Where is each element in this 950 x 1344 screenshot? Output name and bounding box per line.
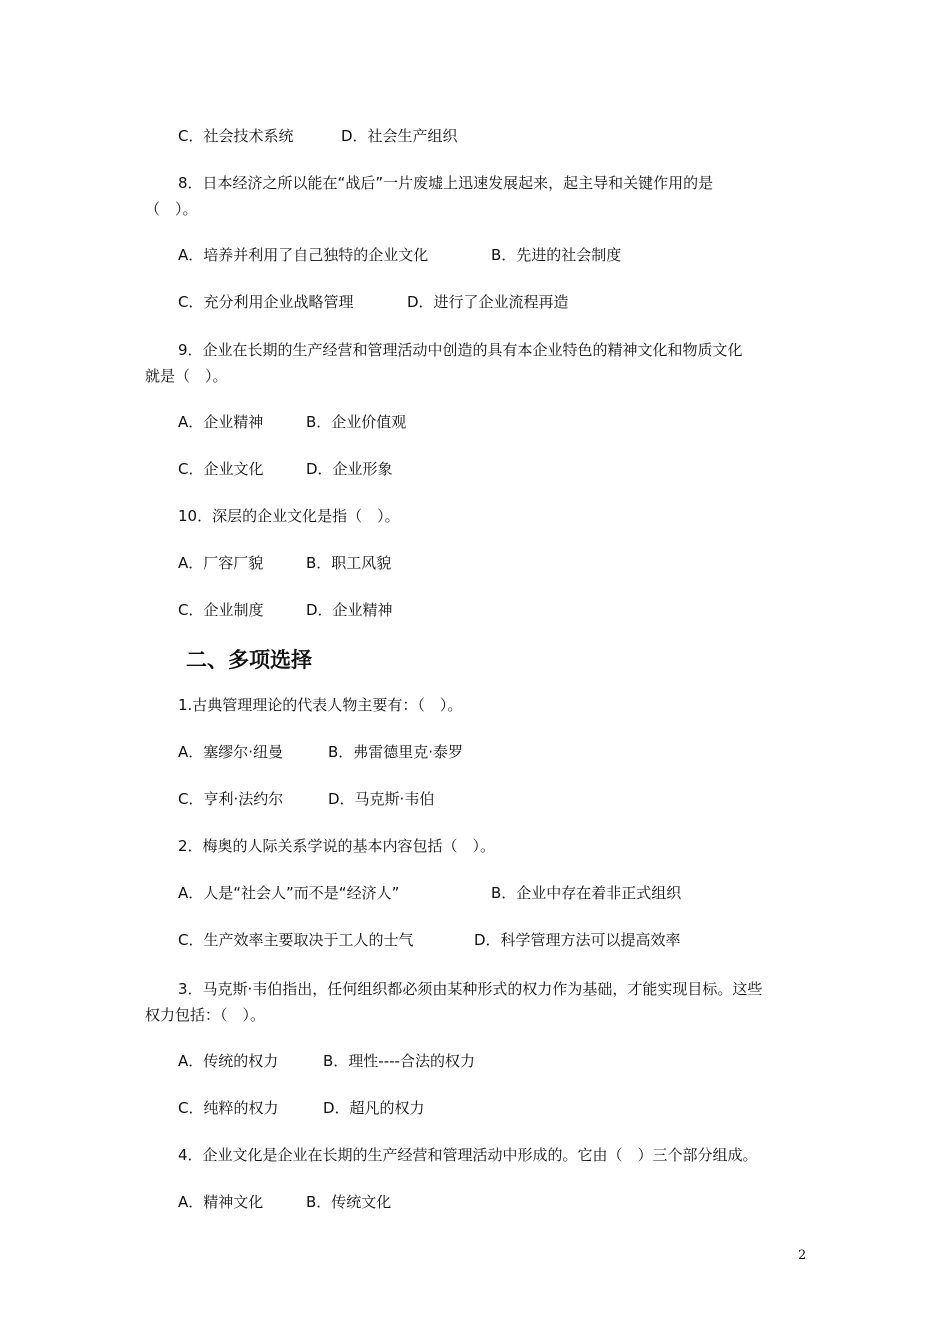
mc-q2-options-cd — [178, 930, 878, 950]
mc-q1-option-d: D．马克斯·韦伯 — [328, 790, 435, 808]
q9-options-ab — [178, 412, 878, 432]
q8-text-line1: 8．日本经济之所以能在“战后”一片废墟上迅速发展起来，起主导和关键作用的是 — [178, 174, 714, 192]
mc-q3-options-ab — [178, 1051, 878, 1071]
q8-options-ab — [178, 245, 878, 265]
mc-q1-option-a: A．塞缪尔·纽曼 — [178, 743, 284, 761]
q9-text-line1: 9．企业在长期的生产经营和管理活动中创造的具有本企业特色的精神文化和物质文化 — [178, 341, 743, 359]
mc-q3-text-line1: 3．马克斯·韦伯指出，任何组织都必须由某种形式的权力作为基础，才能实现目标。这些 — [178, 980, 763, 998]
q10-options-cd — [178, 600, 878, 620]
mc-q1-options-cd — [178, 789, 878, 809]
mc-q1-question: 1.古典管理理论的代表人物主要有：（ ）。 — [178, 696, 463, 714]
q8-option-b: B．先进的社会制度 — [491, 246, 622, 264]
mc-q4-options-ab — [178, 1192, 878, 1212]
q8-options-cd — [178, 292, 878, 312]
q8-option-c: C．充分利用企业战略管理 — [178, 293, 354, 311]
section-heading-multiple-choice: 二、多项选择 — [186, 648, 312, 672]
q10-option-d: D．企业精神 — [306, 601, 393, 619]
q7-option-c: C．社会技术系统 — [178, 127, 294, 145]
mc-q2-question: 2．梅奥的人际关系学说的基本内容包括（ ）。 — [178, 837, 496, 855]
mc-q2-option-c: C．生产效率主要取决于工人的士气 — [178, 931, 414, 949]
mc-q3-options-cd — [178, 1098, 878, 1118]
mc-q3-option-c: C．纯粹的权力 — [178, 1099, 279, 1117]
q8-question — [145, 170, 810, 222]
mc-q3-option-b: B．理性----合法的权力 — [323, 1052, 475, 1070]
q9-option-c: C．企业文化 — [178, 460, 264, 478]
mc-q4-option-a: A．精神文化 — [178, 1193, 264, 1211]
mc-q2-options-ab — [178, 883, 878, 903]
q7-options-cd — [178, 126, 878, 146]
mc-q4-question: 4．企业文化是企业在长期的生产经营和管理活动中形成的。它由（ ）三个部分组成。 — [178, 1146, 758, 1164]
q10-question: 10．深层的企业文化是指（ ）。 — [178, 507, 400, 525]
mc-q4-option-b: B．传统文化 — [306, 1193, 392, 1211]
q10-option-c: C．企业制度 — [178, 601, 264, 619]
mc-q3-text-line2: 权力包括：（ ）。 — [145, 1006, 266, 1024]
mc-q2-option-d: D．科学管理方法可以提高效率 — [474, 931, 681, 949]
q8-text-line2: （ ）。 — [145, 200, 198, 218]
mc-q3-question — [145, 976, 810, 1028]
mc-q2-option-b: B．企业中存在着非正式组织 — [491, 884, 682, 902]
mc-q2-option-a: A．人是“社会人”而不是“经济人” — [178, 884, 400, 902]
mc-q1-options-ab — [178, 742, 878, 762]
q9-option-a: A．企业精神 — [178, 413, 264, 431]
mc-q1-option-b: B．弗雷德里克·泰罗 — [328, 743, 464, 761]
q9-option-d: D．企业形象 — [306, 460, 393, 478]
q9-text-line2: 就是（ ）。 — [145, 367, 228, 385]
q10-option-b: B．职工风貌 — [306, 554, 392, 572]
mc-q1-option-c: C．亨利·法约尔 — [178, 790, 284, 808]
q9-question — [145, 337, 810, 389]
mc-q3-option-d: D．超凡的权力 — [323, 1099, 425, 1117]
q10-option-a: A．厂容厂貌 — [178, 554, 264, 572]
page-number: 2 — [798, 1248, 807, 1263]
q7-option-d: D．社会生产组织 — [341, 127, 458, 145]
mc-q3-option-a: A．传统的权力 — [178, 1052, 279, 1070]
q8-option-d: D．进行了企业流程再造 — [407, 293, 569, 311]
q8-option-a: A．培养并利用了自己独特的企业文化 — [178, 246, 429, 264]
q9-options-cd — [178, 459, 878, 479]
q9-option-b: B．企业价值观 — [306, 413, 407, 431]
q10-options-ab — [178, 553, 878, 573]
